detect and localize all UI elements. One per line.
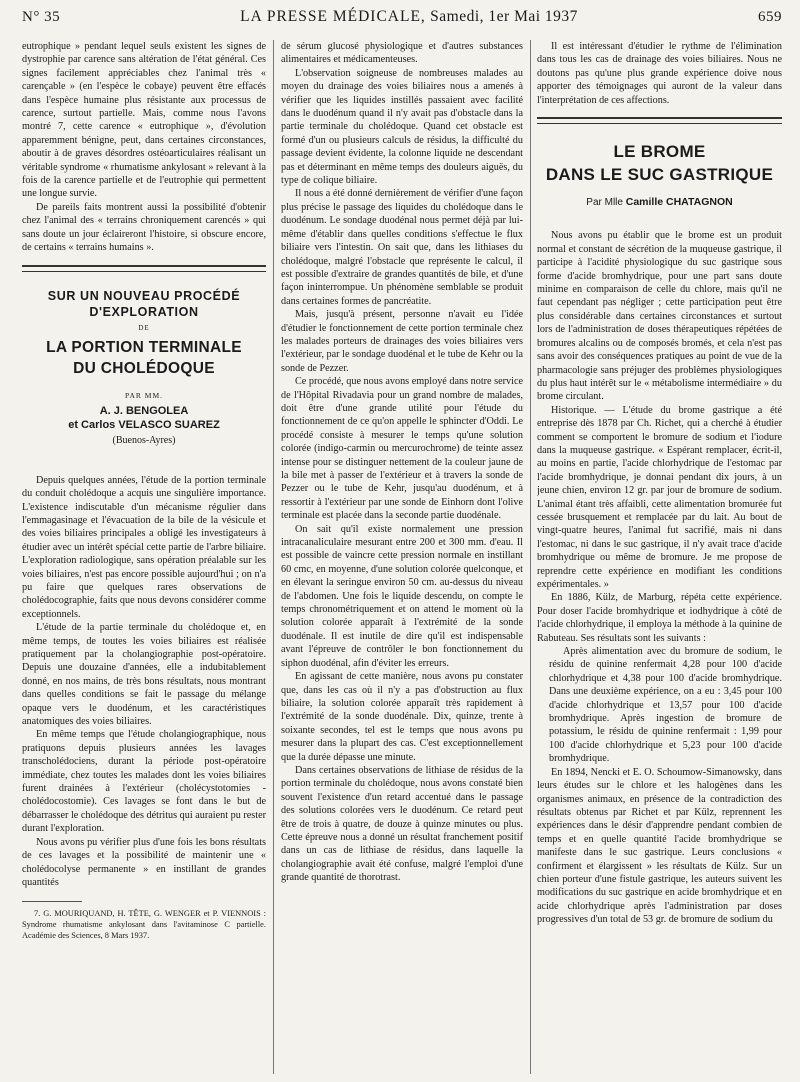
paragraph: En même temps que l'étude cholangiographique, nous pratiquons depuis plusieurs années les lavages transcholédociens, durant la période post-opératoire immédiate, chez toutes les malades dont les voies biliaires furent drainées à l'extérieur (cholécystotomies - cholédocostomie). Ces lavages se font dans le but de débarrasser le cholédoque des détritus qui auraient pu rester durant l'exploration.: [22, 729, 266, 835]
paragraph: eutrophique » pendant lequel seuls existent les signes de dystrophie par carence sans altération de l'état général. Ces signes facilement appréciables chez l'animal très « carençable » (en l'espèce le cobaye) peuvent être effacés dans l'espèce humaine plus résistante aux processus de carence, surtout partielle. Mais, comme nous l'avons montré 7, cette carence « eutrophique », d'évolution apparemment bénigne, peut, dans certaines circonstances, aboutir à de graves désordres ostéoarticulaires réalisant un véritable syndrome « rhumatisme ankylosant » relevant à la fois de la carence partielle et de l'eutrophie qui permettent une longue survie.: [22, 41, 266, 200]
paragraph: L'observation soigneuse de nombreuses malades au moyen du drainage des voies biliaires nous a amenés à vérifier que les liquides instillés passaient avec facilité dans le duodénum quand il n'y avait pas d'obstacle dans la partie terminale du cholédoque. Quand cet obstacle est formé d'un ou plusieurs calculs de résidus, la difficulté du passage devient évidente, la colonne liquide ne descendant pas et déterminant en même temps des douleurs aiguës, du type de colique biliaire.: [281, 67, 523, 187]
title-line: D'EXPLORATION: [89, 304, 199, 319]
article-title: [22, 288, 266, 379]
paragraph: Dans certaines observations de lithiase de résidus de la portion terminale du cholédoque, nous avons constaté bien souvent l'existence d'un retard accentué dans le passage des solutions colorées vers le duodénum. Ce retard peut être de trois à quatre, de douze à quinze minutes ou plus. Cette épreuve nous a donné un résultat franchement positif dans un cas de lithiase de résidus, dans laquelle la cholangiographie avait été confuse, malgré l'emploi d'une grande quantité de thorotrast.: [281, 764, 523, 884]
author-name: A. J. BENGOLEA: [99, 405, 189, 418]
column-1: [22, 40, 266, 1074]
paragraph: En agissant de cette manière, nous avons pu constater que, dans les cas où il n'y a pas d'obstruction au flux biliaire, la solution colorée apparaît très rapidement à l'extrémité de la sonde duodénale. Dix, quinze, trente à soixante secondes, tel est le temps que nous avons pu mesurer dans la plupart des cas. C'est exceptionnellement que la durée dépasse une minute.: [281, 671, 523, 763]
journal-name: LA PRESSE MÉDICALE,: [240, 8, 426, 25]
title-line: DANS LE SUC GASTRIQUE: [545, 165, 774, 185]
paragraph: Historique. — L'étude du brome gastrique a été entreprise dès 1878 par Ch. Richet, qui a cherché à étudier comment se comportent le bromure de sodium et l'iodure dans la muqueuse gastrique. « Espérant remplacer, écrit-il, au moins en partie, l'acide chlorhydrique de l'estomac par l'acide bromhydrique, je donnai pendant dix jours, à un jeune chien, environ 12 gr. par jour de bromure de sodium. L'animal étant très affaibli, cette alimentation bromurée fut cessée brusquement et remplacée par du lait. Au bout de vingt-quatre heures, l'animal fut sacrifié, mais ni dans l'estomac, ni dans le suc gastrique, il n'y avait trace d'acide bromhydrique ou même de bromure. Je me propose de reprendre cette expérience en modifiant les conditions expérimentales. »: [537, 404, 782, 590]
title-line: LA PORTION TERMINALE: [46, 338, 242, 356]
column-divider: [273, 40, 274, 1074]
issue-date: Samedi, 1er Mai 1937: [430, 8, 578, 25]
paragraph: Nous avons pu établir que le brome est un produit normal et constant de sécrétion de la muqueuse gastrique, il participe à l'acidité physiologique du suc gastrique sous forme d'acide bromhydrique, pour une part sans doute minime en comparaison de celle du chlore, mais qu'il ne faut cependant pas négliger ; cette participation peut être plus considérable dans certaines circonstances et surtout lors de l'administration de doses thérapeutiques répétées de bromures alcalins ou de composés bromés, et cela n'est pas sans avoir des conséquences pratiques au point de vue de la pharmacologie sans préjuger des problèmes physiologiques du plus haut intérêt sur le « métabolisme intermédiaire » du brome circulant.: [537, 230, 782, 403]
section-separator: [22, 265, 266, 267]
paragraph: de sérum glucosé physiologique et d'autres substances alimentaires et médicamenteuses.: [281, 41, 523, 66]
page-header: [22, 4, 782, 30]
title-line: LE BROME: [613, 142, 706, 162]
column-divider: [530, 40, 531, 1074]
paragraph: Mais, jusqu'à présent, personne n'avait eu l'idée d'étudier le fonctionnement de cette portion terminale chez les malades porteurs de drainages des voies biliaires vers l'extérieur, par le sondage duodénal et le tube de Kehr ou la sonde de Pezzer.: [281, 309, 523, 374]
paragraph: Il est intéressant d'étudier le rythme de l'élimination dans tous les cas de drainage des voies biliaires. Nous ne doutons pas qu'une plus grande expérience doive nous apporter des témoignages qui auront de la valeur dans l'interprétation de ces affections.: [537, 41, 782, 106]
section-separator: [537, 117, 782, 119]
footnote: 7. G. MOURIQUAND, H. TÊTE, G. WENGER et P. VIENNOIS : Syndrome rhumatisme ankylosant dans l'avitaminose C partielle. Académie des Sciences, 8 Mars 1937.: [22, 909, 266, 941]
byline-prefix: Par Mlle: [586, 197, 623, 209]
author-affiliation: (Buenos-Ayres): [112, 435, 176, 447]
paragraph: En 1886, Külz, de Marburg, répéta cette expérience. Pour doser l'acide bromhydrique et iodhydrique à côté de l'acide chlorhydrique, il employa la méthode à la quinine de Rabuteau. Ses résultats sont les suivants :: [537, 592, 782, 644]
paragraph: En 1894, Nencki et E. O. Schoumow-Simanowsky, dans leurs études sur le chlore et les halogènes dans les organismes animaux, en présence de la contradiction des résultats obtenus par Richet et par Külz, reprennent les expériences dans le désir d'apprendre pendant combien de temps et en quelle quantité l'acide bromhydrique se manifeste dans le suc gastrique. Leurs conclusions « confirment et élargissent » les résultats de Külz. Sur un chien porteur d'une fistule gastrique, les auteurs suivent les modifications du suc gastrique en acide bromhydrique et en acide chlorhydrique après l'administration par doses progressives d'un total de 53 gr. de bromure de sodium du: [537, 766, 782, 926]
paragraph: Après alimentation avec du bromure de sodium, le résidu de quinine renfermait 4,28 pour 100 d'acide chlorhydrique et 4,38 pour 100 d'acide bromhydrique. Dans une deuxième expérience, on a eu : 3,45 pour 100 d'acide chlorhydrique et 13,57 pour 100 d'acide bromhydrique. Après ingestion de bromure de potassium, le résidu de quinine renfermait : 1,99 pour 100 d'acide chlorhydrique et 5,23 pour 100 d'acide bromhydrique.: [549, 646, 782, 765]
paragraph: L'étude de la partie terminale du cholédoque et, en même temps, de toutes les voies biliaires est réalisée pratiquement par la cholangiographie post-opératoire. Depuis une douzaine d'années, elle a indubitablement donné, en nos mains, de très bons résultats, nous montrant dans quelles conditions se fait le passage du mélange opaque vers le duodénum, et les caractéristiques anatomiques des voies biliaires.: [22, 622, 266, 728]
section-separator: [22, 271, 266, 272]
paragraph: Ce procédé, que nous avons employé dans notre service de l'Hôpital Rivadavia pour un grand nombre de malades, doit être d'une grande utilité pour l'étude du fonctionnement de ce qu'on appelle le sphincter d'Oddi. Le procédé consiste à mesurer le temps qu'une solution colorée (indigo-carmin ou mercurochrome) de teinte assez intense pour se distinguer nettement de la couleur jaune de la bile met à passer de l'extérieur et à travers la sonde de Pezzer ou le tube de Kehr, jusqu'au duodénum, et à ressortir à l'extérieur par une sonde de Einhorn dont l'olive terminale est placée dans la seconde partie duodénale.: [281, 376, 523, 522]
byline: PAR MM.: [125, 390, 163, 400]
page-number-right: 659: [758, 8, 782, 25]
journal-title-line: [240, 8, 578, 26]
paragraph: Depuis quelques années, l'étude de la portion terminale du conduit cholédoque a acquis une singulière importance. L'existence indiscutable d'un mécanisme régulier dans l'emmagasinage et l'évacuation de la bile de la vésicule et des voies biliaires principales a obligé les investigateurs à étudier avec un intérêt spécial cette partie de l'arbre biliaire. L'exploration radiologique, sans opération préalable sur les voies biliaires, n'est pas encore possible aujourd'hui ; on n'a pu faire que quelques rares observations de cholédocographie, faits que nous devons considérer comme exceptionnels.: [22, 474, 266, 620]
byline: [537, 196, 782, 209]
columns: [22, 40, 782, 1074]
author-name: et Carlos VELASCO SUAREZ: [68, 419, 220, 432]
title-line: DU CHOLÉDOQUE: [73, 359, 215, 377]
paragraph: De pareils faits montrent aussi la possibilité d'obtenir chez l'animal des « terrains chroniquement carencés » qui sans doute un jour éclaireront l'histoire, si obscure encore, de certains « terrains humains ».: [22, 201, 266, 254]
paragraph: On sait qu'il existe normalement une pression intracanaliculaire mesurant entre 200 et 300 mm. d'eau. Il est possible de vaincre cette pression normale en instillant 60 cmc, en moyenne, d'une solution colorée quelconque, et en élevant la seringue environ 50 cm. au-dessus du niveau de l'abdomen. Une fois le liquide descendu, on compte le temps chronométriquement et on attend le moment où la solution colorée apparaît à l'extrémité de la sonde duodénale. Il est inutile de dire qu'il est indispensable avant l'épreuve de contrôler le bon fonctionnement du siphon duodénal, afin d'éviter les erreurs.: [281, 523, 523, 669]
page-number-left: N° 35: [22, 8, 61, 25]
footnote-separator: [22, 901, 82, 902]
author-name: Camille CHATAGNON: [625, 196, 733, 209]
column-2: [281, 40, 523, 1074]
section-separator: [537, 123, 782, 124]
title-line: SUR UN NOUVEAU PROCÉDÉ: [47, 288, 241, 303]
paragraph: Nous avons pu vérifier plus d'une fois les bons résultats de ces lavages et la possibilité de maintenir une « cholédocolyse permanente » en instillant de grandes quantités: [22, 836, 266, 888]
column-3: [537, 40, 782, 1074]
article-title: [537, 140, 782, 186]
title-line: DE: [138, 323, 150, 332]
paragraph: Il nous a été donné dernièrement de vérifier d'une façon plus précise le passage des liquides du cholédoque dans le duodénum. Le sondage duodénal nous permet déjà par lui-même d'établir dans quelles conditions s'effectue le flux biliaire vers l'intestin. On sait que, dans les lithiases du cholédoque, malgré l'obstacle que représente le calcul, il est possible d'extraire de grandes quantités de bile, et d'une façon ininterrompue. Un phénomène semblable se produit dans certaines formes de pancréatite.: [281, 188, 523, 307]
